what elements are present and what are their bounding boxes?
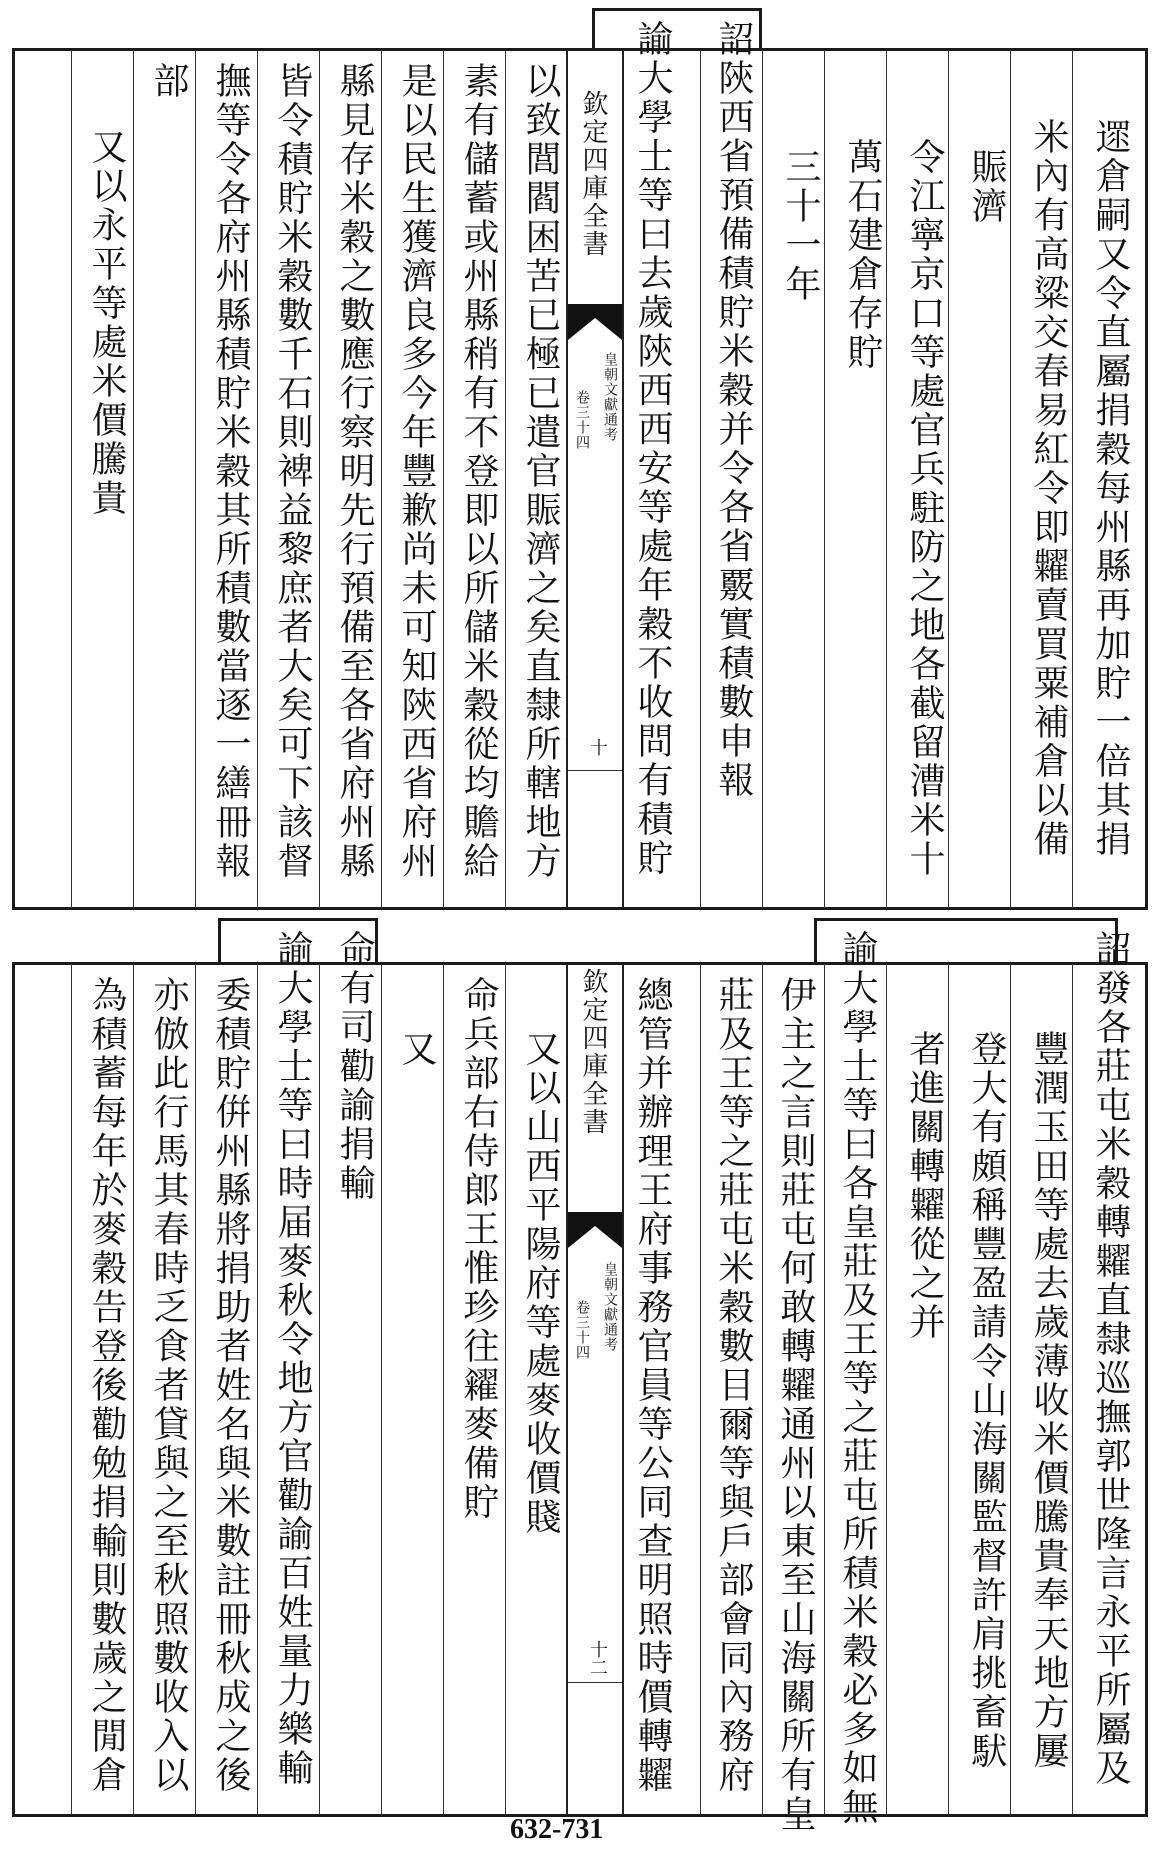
lower-text-column: 命兵部右侍郎王惟珍往糴麥備貯 bbox=[458, 976, 499, 1522]
upper-text-column: 撫等令各府州縣積貯米穀其所積數當逐一繕冊報 bbox=[210, 62, 251, 881]
lower-side-volume: 卷三十四 bbox=[574, 1300, 590, 1360]
lower-rule bbox=[381, 964, 382, 1815]
lower-text-column: 登大有頗稱豐盈請令山海關監督許肩挑畜䭾 bbox=[966, 1030, 1007, 1771]
lower-text-column: 諭大學士等曰時届麥秋令地方官勸諭百姓量力樂輸 bbox=[272, 930, 313, 1788]
upper-rule bbox=[700, 50, 701, 908]
upper-text-column: 萬石建倉存貯 bbox=[842, 138, 883, 372]
lower-rule bbox=[824, 964, 825, 1815]
lower-rule bbox=[886, 964, 887, 1815]
lower-text-column: 又以山西平陽府等處麥收價賤 bbox=[520, 1030, 561, 1537]
lower-rule bbox=[257, 964, 258, 1815]
lower-side-title: 皇朝文獻通考 bbox=[602, 1262, 618, 1352]
upper-text-column: 詔陝西省預備積貯米穀并令各省覈實積數申報 bbox=[713, 20, 754, 800]
lower-text-column: 諭大學士等曰各皇莊及王等之莊屯所積米穀必多如無 bbox=[837, 930, 878, 1827]
lower-text-column: 委積貯倂州縣將捐助者姓名與米數註冊秋成之後 bbox=[210, 976, 251, 1795]
lower-rule bbox=[195, 964, 196, 1815]
upper-rule bbox=[319, 50, 320, 908]
upper-side-volume: 卷三十四 bbox=[574, 390, 590, 450]
upper-rule bbox=[824, 50, 825, 908]
upper-fishtail-mark bbox=[568, 304, 622, 340]
upper-folio-rule bbox=[568, 770, 622, 771]
lower-rule bbox=[133, 964, 134, 1815]
lower-text-column: 莊及王等之莊屯米穀數目爾等與戶部會同內務府 bbox=[713, 976, 754, 1795]
upper-text-column: 是以民生獲濟良多今年豐歉尚未可知陝西省府州 bbox=[396, 62, 437, 881]
lower-text-column: 者進關轉糶從之并 bbox=[904, 1030, 945, 1342]
upper-text-column: 諭大學士等曰去歲陝西西安等處年穀不收問有積貯 bbox=[632, 20, 673, 878]
upper-rule bbox=[886, 50, 887, 908]
lower-rule bbox=[1010, 964, 1011, 1815]
lower-text-column: 命有司勸諭捐輸 bbox=[334, 930, 375, 1203]
lower-rule bbox=[700, 964, 701, 1815]
upper-rule bbox=[948, 50, 949, 908]
lower-rule bbox=[319, 964, 320, 1815]
upper-text-column: 以致閭閻困苦已極已遣官賑濟之矣直隸所轄地方 bbox=[520, 62, 561, 881]
upper-text-column: 部 bbox=[148, 62, 189, 101]
lower-rule bbox=[505, 964, 506, 1815]
upper-rule bbox=[1072, 50, 1073, 908]
lower-folio-rule bbox=[568, 1682, 622, 1683]
upper-rule bbox=[381, 50, 382, 908]
upper-text-column: 縣見存米穀之數應行察明先行預備至各省府州縣 bbox=[334, 62, 375, 881]
upper-text-column: 三十一年 bbox=[780, 148, 821, 304]
upper-text-column: 賑濟 bbox=[966, 148, 1007, 226]
upper-rule bbox=[195, 50, 196, 908]
lower-text-column: 亦倣此行馬其春時乏食者貸與之至秋照數收入以 bbox=[148, 976, 189, 1795]
upper-text-column: 令江寧京口等處官兵駐防之地各截留漕米十 bbox=[904, 138, 945, 879]
upper-rule bbox=[133, 50, 134, 908]
upper-rule bbox=[443, 50, 444, 908]
upper-text-column: 又以永平等處米價騰貴 bbox=[86, 128, 127, 518]
upper-rule bbox=[505, 50, 506, 908]
lower-text-column: 總管并辦理王府事務官員等公同查明照時價轉糶 bbox=[632, 976, 673, 1795]
lower-book-title: 欽定四庫全書 bbox=[578, 968, 608, 1136]
upper-rule bbox=[71, 50, 72, 908]
lower-text-column: 又 bbox=[396, 1030, 437, 1069]
lower-rule bbox=[443, 964, 444, 1815]
lower-fishtail-mark bbox=[568, 1212, 622, 1248]
lower-rule bbox=[762, 964, 763, 1815]
upper-text-column: 皆令積貯米穀數千石則裨益黎庶者大矣可下該督 bbox=[272, 62, 313, 881]
upper-text-column: 米內有高粱交春易紅令即糶賣買粟補倉以備 bbox=[1028, 118, 1069, 859]
upper-side-title: 皇朝文獻通考 bbox=[602, 352, 618, 442]
upper-rule bbox=[762, 50, 763, 908]
lower-text-column: 為積蓄每年於麥穀告登後勸勉捐輸則數歲之閒倉 bbox=[86, 976, 127, 1795]
lower-rule bbox=[71, 964, 72, 1815]
lower-text-column: 豐潤玉田等處去歲薄收米價騰貴奉天地方屢 bbox=[1028, 1030, 1069, 1771]
upper-text-column: 遝倉嗣又令直屬捐穀每州縣再加貯一倍其捐 bbox=[1090, 118, 1131, 859]
lower-folio: 十二 bbox=[587, 1640, 608, 1676]
lower-rule bbox=[1072, 964, 1073, 1815]
upper-folio: 十 bbox=[587, 738, 608, 756]
upper-text-column: 素有儲蓄或州縣稍有不登即以所儲米穀從均贍給 bbox=[458, 62, 499, 881]
lower-text-column: 伊主之言則莊屯何敢轉糶通州以東至山海關所有皇 bbox=[775, 976, 816, 1834]
lower-rule bbox=[948, 964, 949, 1815]
upper-rule bbox=[257, 50, 258, 908]
page-number: 632-731 bbox=[510, 1814, 604, 1845]
upper-book-title: 欽定四庫全書 bbox=[578, 90, 608, 258]
lower-text-column: 詔發各莊屯米穀轉糶直隸巡撫郭世隆言永平所屬及 bbox=[1090, 930, 1131, 1788]
upper-rule bbox=[1010, 50, 1011, 908]
